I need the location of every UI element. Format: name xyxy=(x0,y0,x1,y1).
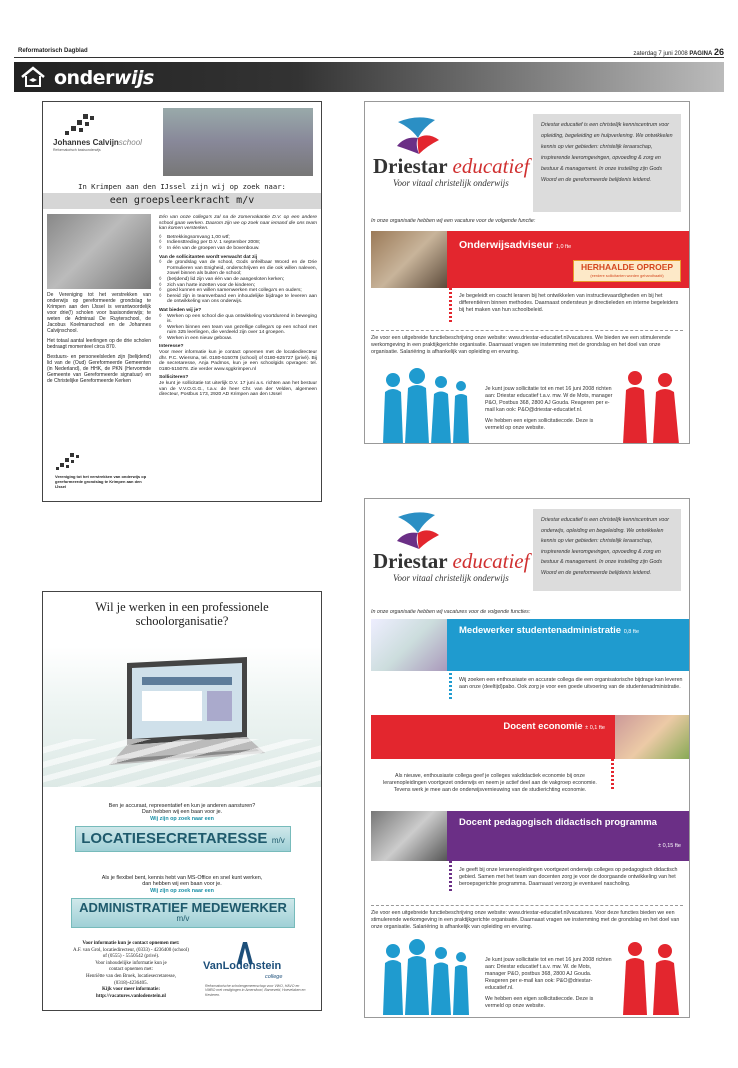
laptop-image xyxy=(43,647,321,787)
dots-divider xyxy=(449,272,452,322)
ad-van-lodenstein xyxy=(42,591,322,1011)
ad3-line1: Ben je accuraat, representatief en kun je anderen aansturen? Dan hebben wij een baan voor je. Wij zijn op zoek naar een xyxy=(108,803,256,822)
ad1-footer: Vereniging tot het verstrekken van onderwijs op gereformeerde grondslag te Krimpen aan den IJssel xyxy=(55,474,147,489)
job-box-administratief-medewerker: ADMINISTRATIEF MEDEWERKER m/v xyxy=(71,898,295,928)
girl-glasses-photo xyxy=(615,715,689,759)
ad3-line2: Als je flexibel bent, kennis hebt van MS-Office en snel kunt werken, dan hebben wij een baan voor je. Wij zijn op zoek naar een xyxy=(101,875,263,894)
page-date: zaterdag 7 juni 2008 PAGINA 26 xyxy=(633,47,724,57)
job-bar-studentenadministratie: Medewerker studentenadministratie 0,8 fte xyxy=(447,619,689,671)
section-title: onderwijs xyxy=(54,67,154,89)
driestar-logo-icon xyxy=(393,114,443,156)
driestar-tagline: Voor vitaal christelijk onderwijs xyxy=(393,178,509,188)
divider xyxy=(371,330,683,331)
driestar-tagline: Voor vitaal christelijk onderwijs xyxy=(393,573,509,583)
driestar-name: Driestar educatief xyxy=(373,549,530,573)
driestar-about: Driestar educatief is een christelijk kenniscentrum voor opleiding, begeleiding en hulpverlening. We ontwikkelen kennis op vier gebieden: christelijk leraarschap, inspirerende leeromgevingen, opvoeding & zorg en bestuur & management. In onze instelling zijn Gods Woord en de gereformeerde belijdenis leidend. xyxy=(533,114,681,212)
ad2-info: Zie voor een uitgebreide functiebeschrijving onze website: www.driestar-educatief.nl/vacatures. We bieden we een stimulerende werkomgeving in een praktijkgerichte organisatie. Daarnaast vragen we instemming met de grondslag en het doel van onze organisatie. Salariëring is afhankelijk van opleiding en ervaring. xyxy=(371,335,671,355)
ad1-left-text: De Vereniging tot het verstrekken van onderwijs op gereformeerde grondslag te Krimpen aan den IJssel is verantwoordelijk voor drie(!) scholen voor basisonderwijs; te weten de Admiraal De Ruyterschool, de Jacobus Koelmanschool en de Johannes Calvijnschool. Het totaal aantal leerlingen op de drie scholen bedraagt momenteel circa 870. Bestuurs- en personeelsleden zijn (belijdend) lid van de (Oud) Gereformeerde Gemeenten (in Nederland), de HHK, de PKN (Hervormde Gemeente van Gereformeerde signatuur) en de Christelijke Gereformeerde Kerken xyxy=(47,292,151,384)
ad4-text1: Wij zoeken een enthousiaste en accurate collega die een organisatorische bijdrage kan leveren aan onze (deeltijd)pabo. Ook zorg je voor een goede uitvoering van de studentenadministratie. xyxy=(459,677,683,690)
squares-logo-icon xyxy=(63,114,101,136)
man-thinking-photo xyxy=(371,811,447,861)
dots-divider xyxy=(611,747,614,789)
ad4-text3: Je geeft bij onze lerarenopleidingen voortgezet onderwijs colleges op pedagogisch didactisch gebied. Samen met het team van docenten zorg je voor de doorgaande ontwikkeling van het beroepsgerichte programma. Daarnaast verzorg je eventueel nascholing. xyxy=(459,867,678,887)
ad4-intro: In onze organisatie hebben wij vacatures voor de volgende functies: xyxy=(371,609,531,615)
driestar-about: Driestar educatief is een christelijk kenniscentrum voor onderwijs, opleiding en begeleiding. We ontwikkelen kennis op vier gebieden: christelijk leraarschap, inspirerende leeromgevingen, opvoeding & zorg en bestuur & management. In onze instelling zijn Gods Woord en de gereformeerde belijdenis leidend. xyxy=(533,509,681,591)
people-silhouettes-red xyxy=(617,364,687,444)
ad4-info: Zie voor een uitgebreide functiebeschrijving onze website: www.driestar-educatief.nl/vacatures. Voor deze functies bieden we een stimulerende werkomgeving in een praktijkgerichte organisatie. Daarnaast vragen we instemming met de grondslag en het doel van onze organisatie. Salariëring is afhankelijk van opleiding en ervaring. xyxy=(371,910,680,930)
dots-divider xyxy=(449,657,452,699)
lodenstein-logo: VanLodenstein xyxy=(203,960,282,972)
ad2-job-text: Je begeleidt en coacht leraren bij het ontwikkelen van instructievaardigheden en bij het differentiëren binnen methodes. Daarnaast ondersteun je directieleden en interne begeleiders bij het maken van hun schoolbeleid. xyxy=(459,293,679,313)
ad-driestar-2 xyxy=(364,498,690,1018)
driestar-name: Driestar educatief xyxy=(373,154,530,178)
lodenstein-note: Reformatorische scholengemeenschap voor VWO, HAVO en VMBO met vestigingen in Amersfoort, Barneveld, Hoevelaken en Kesteren. xyxy=(205,984,306,997)
ad4-apply: Je kunt jouw sollicitatie tot en met 16 juni 2008 richten aan: Driestar educatief t.a.v. mw. W. de Mots, manager P&O, postbus 368, 2800 AJ Gouda. Reageren per e-mail kan ook: P&O@driestar-educatief.nl. We hebben een eigen sollicitatiecode. Deze is vermeld op onze website. xyxy=(485,957,612,1009)
kids-photo xyxy=(163,108,313,176)
lodenstein-logo-sub: college xyxy=(265,974,283,980)
writing-hand-photo xyxy=(371,619,447,671)
calvijn-logo: Johannes Calvijnschool Reformatorisch basisonderwijs xyxy=(53,114,153,154)
job-bar-pedagogisch-didactisch: Docent pedagogisch didactisch programma ± 0,15 fte xyxy=(447,811,689,861)
ad3-question: Wil je werken in een professionele schoolorganisatie? xyxy=(95,600,269,628)
job-box-locatiesecretaresse: LOCATIESECRETARESSE m/v xyxy=(75,826,291,852)
ad1-main-text: Eén van onze collega’s zal na de zomervakantie D.V. op een andere school gaan werken. Daarom zijn we op zoek naar iemand die ons team kan komen versterken. ◊ Betrekkingsomvang 1,00 wtf; ◊ Indiensttreding per D.V. 1 september 2008; ◊ In één van de groepen van de bovenbouw. Van de sollicitanten wordt verwacht dat zij ◊ de grondslag van de school, Gods onfeilbaar Woord en de Drie Formulieren van Enigheid, onderschrijven en die ook willen naleven, zowel binnen als buiten de school; ◊ (beïjdend) lid zijn van één van de aangesloten kerken; ◊ zich van harte inzetten voor de kinderen; ◊ goed kunnen en willen samenwerken met collega’s en ouders; ◊ bereid zijn in teamverband een inhoudelijke bijdrage te leveren aan de ontwikkeling van ons onderwijs. Wat bieden wij je? ◊ Werken op een school die qua ontwikkeling voortdurend in beweging is. ◊ Werken binnen een team van gezellige collega’s op een school met ruim 325 leerlingen, die verdeeld zijn over 14 groepen. ◊ Werken in een nieuw gebouw. Interesse? Voor meer informatie kun je contact opnemen met de locatiedirecteur dhr. P.C. Wiersma, tel. 0180-515078 (school) of 0180-625727 (privé). Bij de secretaresse, Anja Padmos, kun je een schoolgids opvragen: tel. 0180-515078. Zie verder www.sggkrimpen.nl Solliciteren? Je kunt je sollicitatie tot uiterlijk D.V. 17 juni a.s. richten aan het bestuur van de V.V.O.G.G., t.a.v. de heer Chr. van der Velden, algemeen directeur, Postbus 173, 2920 AD Krimpen aan den IJssel xyxy=(159,215,317,398)
dots-divider xyxy=(449,849,452,891)
herhaalde-oproep-badge: HERHAALDE OPROEP (eerdere sollicitanten worden gehandhaafd) xyxy=(573,260,681,282)
ad-calvijnschool xyxy=(42,101,322,502)
classroom-photo xyxy=(47,214,151,289)
ad2-intro: In onze organisatie hebben wij een vacature voor de volgende functie: xyxy=(371,218,536,224)
people-silhouettes-blue xyxy=(373,364,473,444)
ad1-position: een groepsleerkracht m/v xyxy=(43,193,321,209)
ad1-headline: In Krimpen aan den IJssel zijn wij op zoek naar: xyxy=(78,182,286,191)
school-icon xyxy=(20,66,46,88)
squares-logo-icon xyxy=(55,453,83,471)
people-silhouettes-blue xyxy=(373,935,473,1015)
header-rule xyxy=(14,57,724,58)
ad3-contact: Voor informatie kun je contact opnemen met: A.F. van Grol, locatiedirecteur, (0333) - 4236400 (school) of (0555) - 5550542 (privé). Voor inhoudelijke informatie kun je contact opnemen met: Henriëtte van den Broek, locatiesecretaresse, (0318)-4236405. Kijk voor meer informatie: http://vacatures.vanlodenstein.nl xyxy=(73,941,189,999)
driestar-logo-icon xyxy=(393,509,443,551)
newspaper-name: Reformatorisch Dagblad xyxy=(18,48,88,54)
job-bar-onderwijsadviseur: Onderwijsadviseur 1,0 fte HERHAALDE OPROEP (eerdere sollicitanten worden gehandhaafd) xyxy=(447,231,689,288)
people-silhouettes-red xyxy=(617,935,687,1015)
ad4-text2: Als nieuwe, enthousiaste collega geef je colleges vakdidactiek economie bij onze lerarenopleidingen voortgezet onderwijs en neem je actief deel aan de vakgroep economie. Tevens werk je mee aan de onderwijsvernieuwing van de studierichting economie. xyxy=(383,773,597,793)
adviser-photo xyxy=(371,231,447,288)
divider xyxy=(371,905,683,906)
job-bar-docent-economie: Docent economie ± 0,1 fte xyxy=(371,715,615,759)
section-banner xyxy=(14,62,724,92)
ad2-apply: Je kunt jouw sollicitatie tot en met 16 juni 2008 richten aan: Driestar educatief t.a.v. mw. W de Mots, manager P&O, Postbus 368, 2800 AJ Gouda. Reageren per e-mail kan ook: P&O@driestar-educatief.nl. We hebben een eigen sollicitatiecode. Deze is vermeld op onze website. xyxy=(485,386,613,431)
ad-driestar-1 xyxy=(364,101,690,444)
